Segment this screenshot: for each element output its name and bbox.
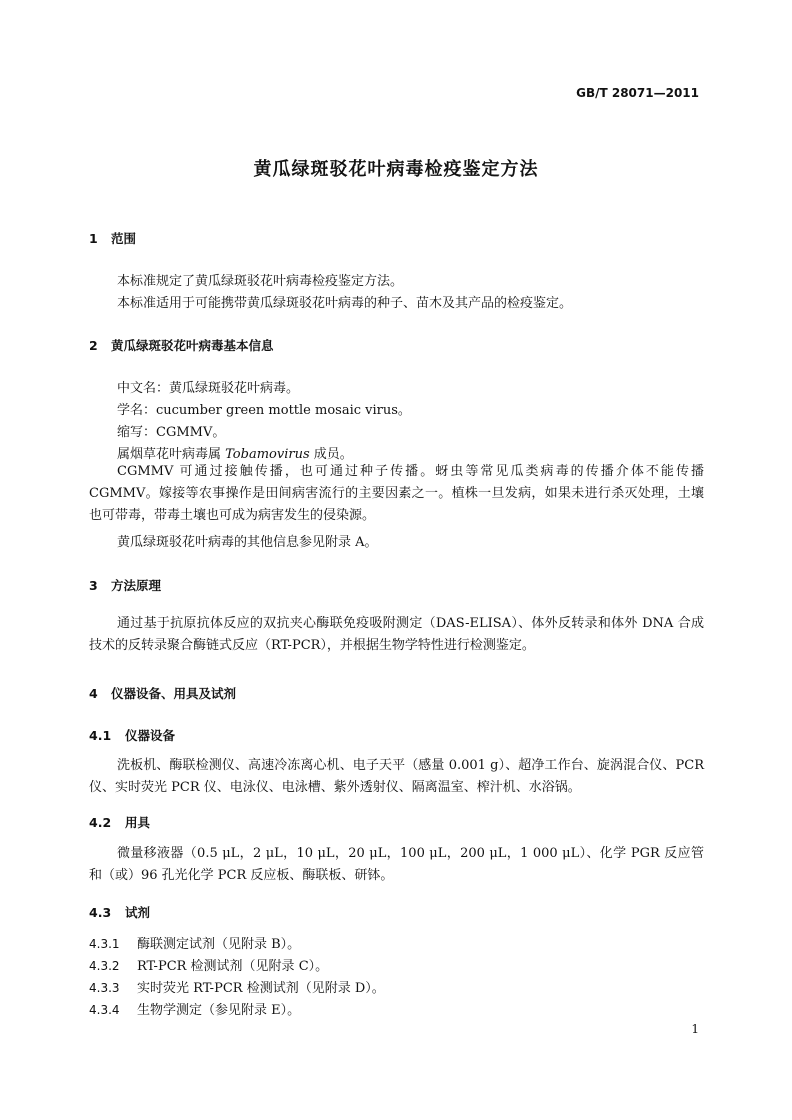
reagent-item-number: 4.3.4 bbox=[89, 1003, 120, 1017]
method-principle-paragraph: 通过基于抗原抗体反应的双抗夹心酶联免疫吸附测定（DAS-ELISA）、体外反转录和体外 DNA 合成技术的反转录聚合酶链式反应（RT-PCR），并根据生物学特性进行检测鉴定。 bbox=[89, 616, 704, 653]
reagent-item-number: 4.3.2 bbox=[89, 959, 120, 973]
section-title: 用具 bbox=[125, 815, 151, 830]
section-number: 3 bbox=[89, 578, 98, 593]
section-2-heading bbox=[89, 336, 274, 354]
section-3-heading bbox=[89, 576, 161, 594]
other-info-line: 黄瓜绿斑驳花叶病毒的其他信息参见附录 A。 bbox=[117, 535, 378, 550]
reagent-item-text: RT-PCR 检测试剂（见附录 C）。 bbox=[137, 959, 329, 974]
scope-paragraph-2: 本标准适用于可能携带黄瓜绿斑驳花叶病毒的种子、苗木及其产品的检疫鉴定。 bbox=[117, 296, 573, 311]
section-number: 1 bbox=[89, 231, 98, 246]
section-title: 仪器设备、用具及试剂 bbox=[111, 686, 237, 701]
genus-suffix: 成员。 bbox=[309, 447, 353, 462]
section-title: 仪器设备 bbox=[125, 728, 176, 743]
transmission-paragraph: CGMMV 可通过接触传播，也可通过种子传播。蚜虫等常见瓜类病毒的传播介体不能传播 CGMMV。嫁接等农事操作是田间病害流行的主要因素之一。植株一旦发病，如果未进行杀灭处理，土壤也可带毒，带毒土壤也可成为病害发生的侵染源。 bbox=[89, 464, 704, 523]
page-number: 1 bbox=[691, 1022, 699, 1036]
document-title: 黄瓜绿斑驳花叶病毒检疫鉴定方法 bbox=[253, 159, 539, 180]
reagent-item-number: 4.3.1 bbox=[89, 937, 120, 951]
reagent-item bbox=[89, 933, 300, 952]
genus-italic-name: Tobamovirus bbox=[225, 447, 310, 462]
genus-prefix: 属烟草花叶病毒属 bbox=[117, 447, 226, 462]
reagent-item bbox=[89, 977, 385, 996]
section-title: 黄瓜绿斑驳花叶病毒基本信息 bbox=[111, 338, 274, 353]
section-title: 试剂 bbox=[125, 905, 151, 920]
reagent-item-text: 酶联测定试剂（见附录 B）。 bbox=[137, 937, 301, 952]
tools-paragraph: 微量移液器（0.5 μL，2 μL，10 μL，20 μL，100 μL，200 μL，1 000 μL）、化学 PGR 反应管和（或）96 孔光化学 PCR 反应板、酶联板、研钵。 bbox=[89, 846, 704, 883]
section-number: 4.2 bbox=[89, 815, 112, 830]
reagent-item-text: 实时荧光 RT-PCR 检测试剂（见附录 D）。 bbox=[137, 981, 385, 996]
section-4-3-heading bbox=[89, 903, 150, 921]
section-number: 4.3 bbox=[89, 905, 112, 920]
section-number: 4.1 bbox=[89, 728, 112, 743]
reagent-item bbox=[89, 999, 300, 1018]
section-title: 范围 bbox=[111, 231, 137, 246]
standard-code: GB/T 28071—2011 bbox=[576, 86, 699, 100]
scientific-name-line: 学名：cucumber green mottle mosaic virus。 bbox=[117, 403, 411, 418]
reagent-item-text: 生物学测定（参见附录 E）。 bbox=[137, 1003, 301, 1018]
section-number: 2 bbox=[89, 338, 98, 353]
scope-paragraph-1: 本标准规定了黄瓜绿斑驳花叶病毒检疫鉴定方法。 bbox=[117, 274, 404, 289]
genus-line bbox=[117, 443, 353, 462]
section-4-2-heading bbox=[89, 813, 150, 831]
section-1-heading bbox=[89, 229, 136, 247]
chinese-name-line: 中文名：黄瓜绿斑驳花叶病毒。 bbox=[117, 381, 300, 396]
section-4-heading bbox=[89, 684, 236, 702]
reagent-item-number: 4.3.3 bbox=[89, 981, 120, 995]
reagent-item bbox=[89, 955, 328, 974]
instruments-paragraph: 洗板机、酶联检测仪、高速冷冻离心机、电子天平（感量 0.001 g）、超净工作台、旋涡混合仪、PCR 仪、实时荧光 PCR 仪、电泳仪、电泳槽、紫外透射仪、隔离温室、榨汁机、水浴锅。 bbox=[89, 758, 704, 795]
abbreviation-line: 缩写：CGMMV。 bbox=[117, 425, 226, 440]
section-number: 4 bbox=[89, 686, 98, 701]
section-4-1-heading bbox=[89, 726, 175, 744]
section-title: 方法原理 bbox=[111, 578, 162, 593]
